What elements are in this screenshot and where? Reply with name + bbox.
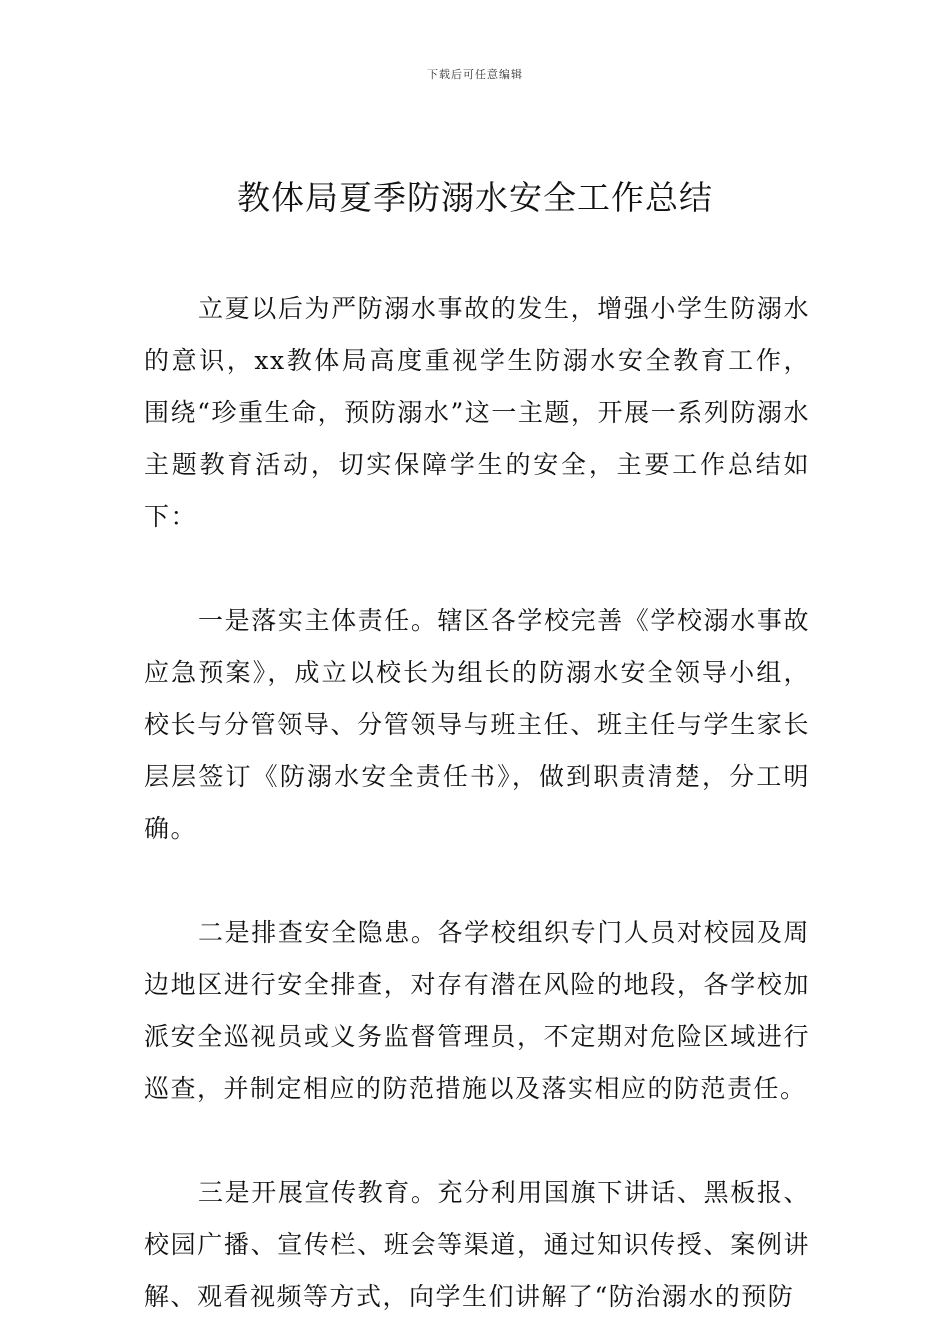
paragraph-intro: 立夏以后为严防溺水事故的发生，增强小学生防溺水的意识，xx教体局高度重视学生防溺水安全教育工作，围绕“珍重生命，预防溺水”这一主题，开展一系列防溺水主题教育活动，切实保障学生的安全，主要工作总结如下：	[144, 294, 810, 531]
document-body	[144, 283, 810, 1323]
document-title: 教体局夏季防溺水安全工作总结	[237, 178, 713, 217]
header-note: 下载后可任意编辑	[427, 68, 523, 81]
paragraph-hazard-check: 二是排查安全隐患。各学校组织专门人员对校园及周边地区进行安全排查，对存有潜在风险的地段，各学校加派安全巡视员或义务监督管理员，不定期对危险区域进行巡查，并制定相应的防范措施以及落实相应的防范责任。	[144, 918, 810, 1103]
paragraph-responsibility: 一是落实主体责任。辖区各学校完善《学校溺水事故应急预案》，成立以校长为组长的防溺水安全领导小组，校长与分管领导、分管领导与班主任、班主任与学生家长层层签订《防溺水安全责任书》，做到职责清楚，分工明确。	[144, 606, 810, 843]
paragraph-publicity: 三是开展宣传教育。充分利用国旗下讲话、黑板报、校园广播、宣传栏、班会等渠道，通过知识传授、案例讲解、观看视频等方式，向学生们讲解了“防治溺水的预防	[144, 1178, 810, 1311]
